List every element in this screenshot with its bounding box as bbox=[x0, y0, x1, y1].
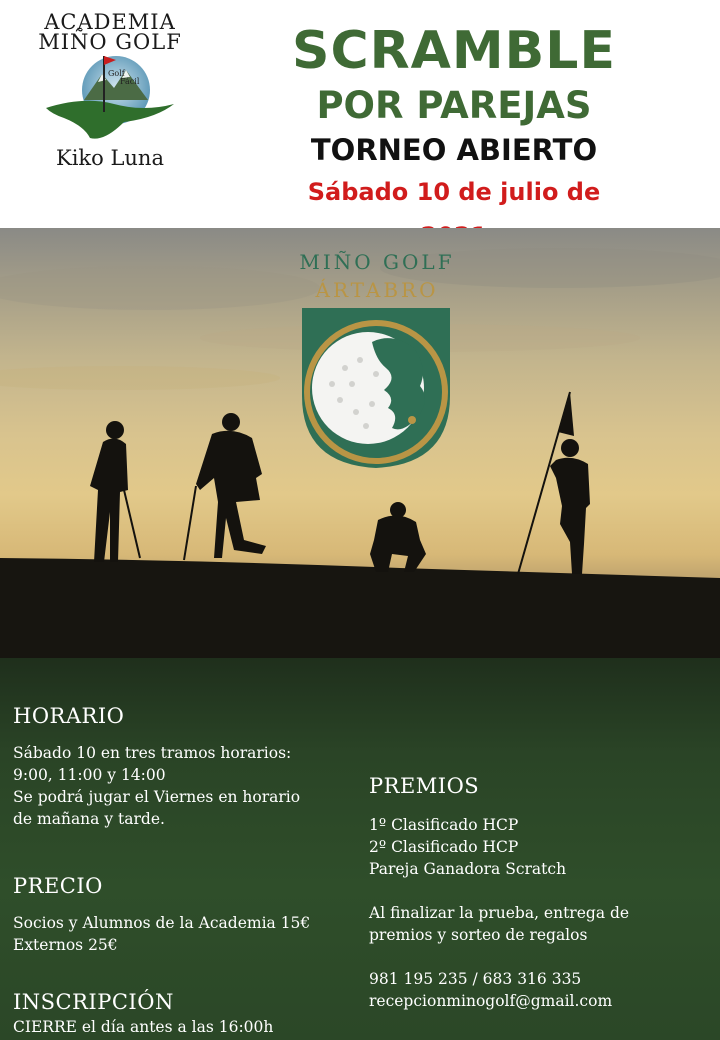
premios-note-line: premios y sorteo de regalos bbox=[369, 926, 588, 944]
horario-line: de mañana y tarde. bbox=[13, 810, 165, 828]
premios-line: 1º Clasificado HCP bbox=[369, 816, 519, 834]
golfer-silhouette-3 bbox=[370, 502, 426, 572]
club-emblem-icon bbox=[302, 308, 450, 468]
precio-heading: PRECIO bbox=[13, 874, 103, 898]
info-section bbox=[0, 658, 720, 1040]
title-scramble: SCRAMBLE bbox=[292, 21, 616, 81]
contact-email: recepcionminogolf@gmail.com bbox=[369, 992, 613, 1010]
premios-section bbox=[369, 772, 709, 1012]
golfer-silhouette-2 bbox=[184, 413, 266, 560]
horario-heading: HORARIO bbox=[13, 704, 125, 728]
tournament-date: Sábado 10 de julio de bbox=[307, 178, 601, 206]
sunset-golfers-photo bbox=[0, 228, 720, 658]
horario-line: Se podrá jugar el Viernes en horario bbox=[13, 788, 301, 806]
title-torneo-abierto: TORNEO ABIERTO bbox=[310, 133, 598, 167]
premios-heading: PREMIOS bbox=[369, 774, 480, 798]
premios-note-line: Al finalizar la prueba, entrega de bbox=[369, 904, 630, 922]
logo-flag-text-2: Fácil bbox=[120, 77, 140, 86]
inscripcion-section bbox=[13, 988, 358, 1038]
golf-green-logo-icon bbox=[44, 52, 176, 142]
title-block bbox=[272, 20, 636, 258]
premios-line: Pareja Ganadora Scratch bbox=[369, 860, 567, 878]
horario-line: Sábado 10 en tres tramos horarios: bbox=[13, 744, 292, 762]
logo-top-line-1: ACADEMIA bbox=[44, 10, 176, 34]
club-name-line-1: MIÑO GOLF bbox=[299, 250, 455, 274]
horario-section bbox=[13, 702, 353, 830]
precio-line: Socios y Alumnos de la Academia 15€ bbox=[13, 914, 311, 932]
logo-top-text bbox=[24, 12, 196, 52]
golfer-silhouette-1 bbox=[90, 421, 140, 562]
logo-bottom-text: Kiko Luna bbox=[56, 146, 164, 170]
horario-line: 9:00, 11:00 y 14:00 bbox=[13, 766, 166, 784]
title-por-parejas: POR PAREJAS bbox=[316, 84, 592, 127]
contact-phone: 981 195 235 / 683 316 335 bbox=[369, 970, 582, 988]
club-name bbox=[286, 248, 468, 304]
precio-section bbox=[13, 872, 358, 956]
inscripcion-line: CIERRE el día antes a las 16:00h bbox=[13, 1018, 274, 1036]
academia-logo bbox=[24, 10, 196, 170]
golfer-silhouette-4 bbox=[518, 392, 590, 574]
premios-line: 2º Clasificado HCP bbox=[369, 838, 519, 856]
inscripcion-heading: INSCRIPCIÓN bbox=[13, 990, 174, 1014]
logo-flag-text-1: Golf bbox=[108, 69, 125, 78]
poster-header bbox=[0, 0, 720, 228]
precio-line: Externos 25€ bbox=[13, 936, 118, 954]
club-name-line-2: ÁRTABRO bbox=[315, 278, 439, 302]
logo-top-line-2: MIÑO GOLF bbox=[38, 30, 182, 54]
